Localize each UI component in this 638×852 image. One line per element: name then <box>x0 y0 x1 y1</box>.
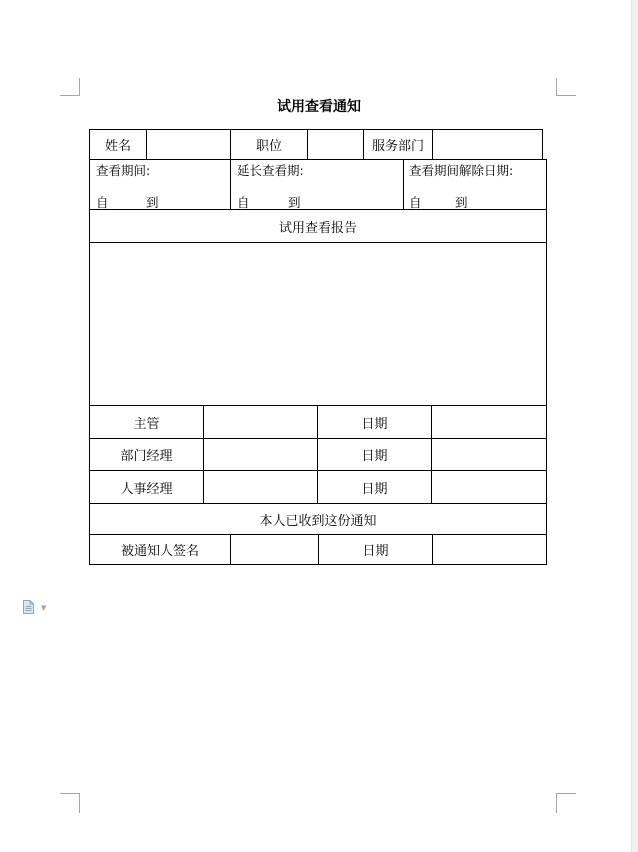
probation-to-label: 到 <box>146 195 159 210</box>
probation-from-label: 自 <box>96 195 109 210</box>
name-field[interactable] <box>147 130 230 159</box>
receipt-statement: 本人已收到这份通知 <box>259 513 377 529</box>
crop-mark-bottom-right <box>556 793 576 813</box>
hr-manager-date-field[interactable] <box>432 471 546 503</box>
hr-manager-signature-field[interactable] <box>204 471 317 503</box>
release-to-label: 到 <box>455 195 468 210</box>
supervisor-date-field[interactable] <box>432 406 546 438</box>
name-label: 姓名 <box>104 139 131 154</box>
dept-manager-label: 部门经理 <box>120 449 173 464</box>
extension-from-label: 自 <box>237 195 250 210</box>
position-field[interactable] <box>308 130 363 159</box>
crop-mark-top-right <box>556 78 576 96</box>
release-from-label: 自 <box>409 195 422 210</box>
position-label: 职位 <box>255 139 282 154</box>
notified-date-label: 日期 <box>362 544 389 559</box>
crop-mark-top-left <box>60 78 80 96</box>
notified-signature-label: 被通知人签名 <box>120 544 199 559</box>
dept-manager-signature-field[interactable] <box>204 439 317 470</box>
supervisor-label: 主管 <box>133 416 160 432</box>
report-header: 试用查看报告 <box>278 220 357 236</box>
report-body-field[interactable] <box>90 243 546 405</box>
notified-signature-field[interactable] <box>231 535 318 564</box>
release-date-label: 查看期间解除日期: <box>409 163 514 178</box>
extension-period-label: 延长查看期: <box>237 163 304 178</box>
dept-manager-date-label: 日期 <box>361 449 388 464</box>
department-field[interactable] <box>433 130 542 159</box>
hr-manager-date-label: 日期 <box>361 481 388 497</box>
extension-to-label: 到 <box>288 195 301 210</box>
probation-period-label: 查看期间: <box>96 163 151 178</box>
dept-manager-date-field[interactable] <box>432 439 546 470</box>
supervisor-signature-field[interactable] <box>204 406 317 438</box>
document-title: 试用查看通知 <box>277 99 361 115</box>
document-icon[interactable] <box>23 600 34 614</box>
hr-manager-label: 人事经理 <box>120 481 173 497</box>
department-label: 服务部门 <box>371 139 424 154</box>
notified-date-field[interactable] <box>433 535 546 564</box>
supervisor-date-label: 日期 <box>361 416 388 432</box>
crop-mark-bottom-left <box>60 793 80 813</box>
dropdown-caret-icon[interactable]: ▼ <box>41 604 47 612</box>
page-edge <box>631 0 638 852</box>
